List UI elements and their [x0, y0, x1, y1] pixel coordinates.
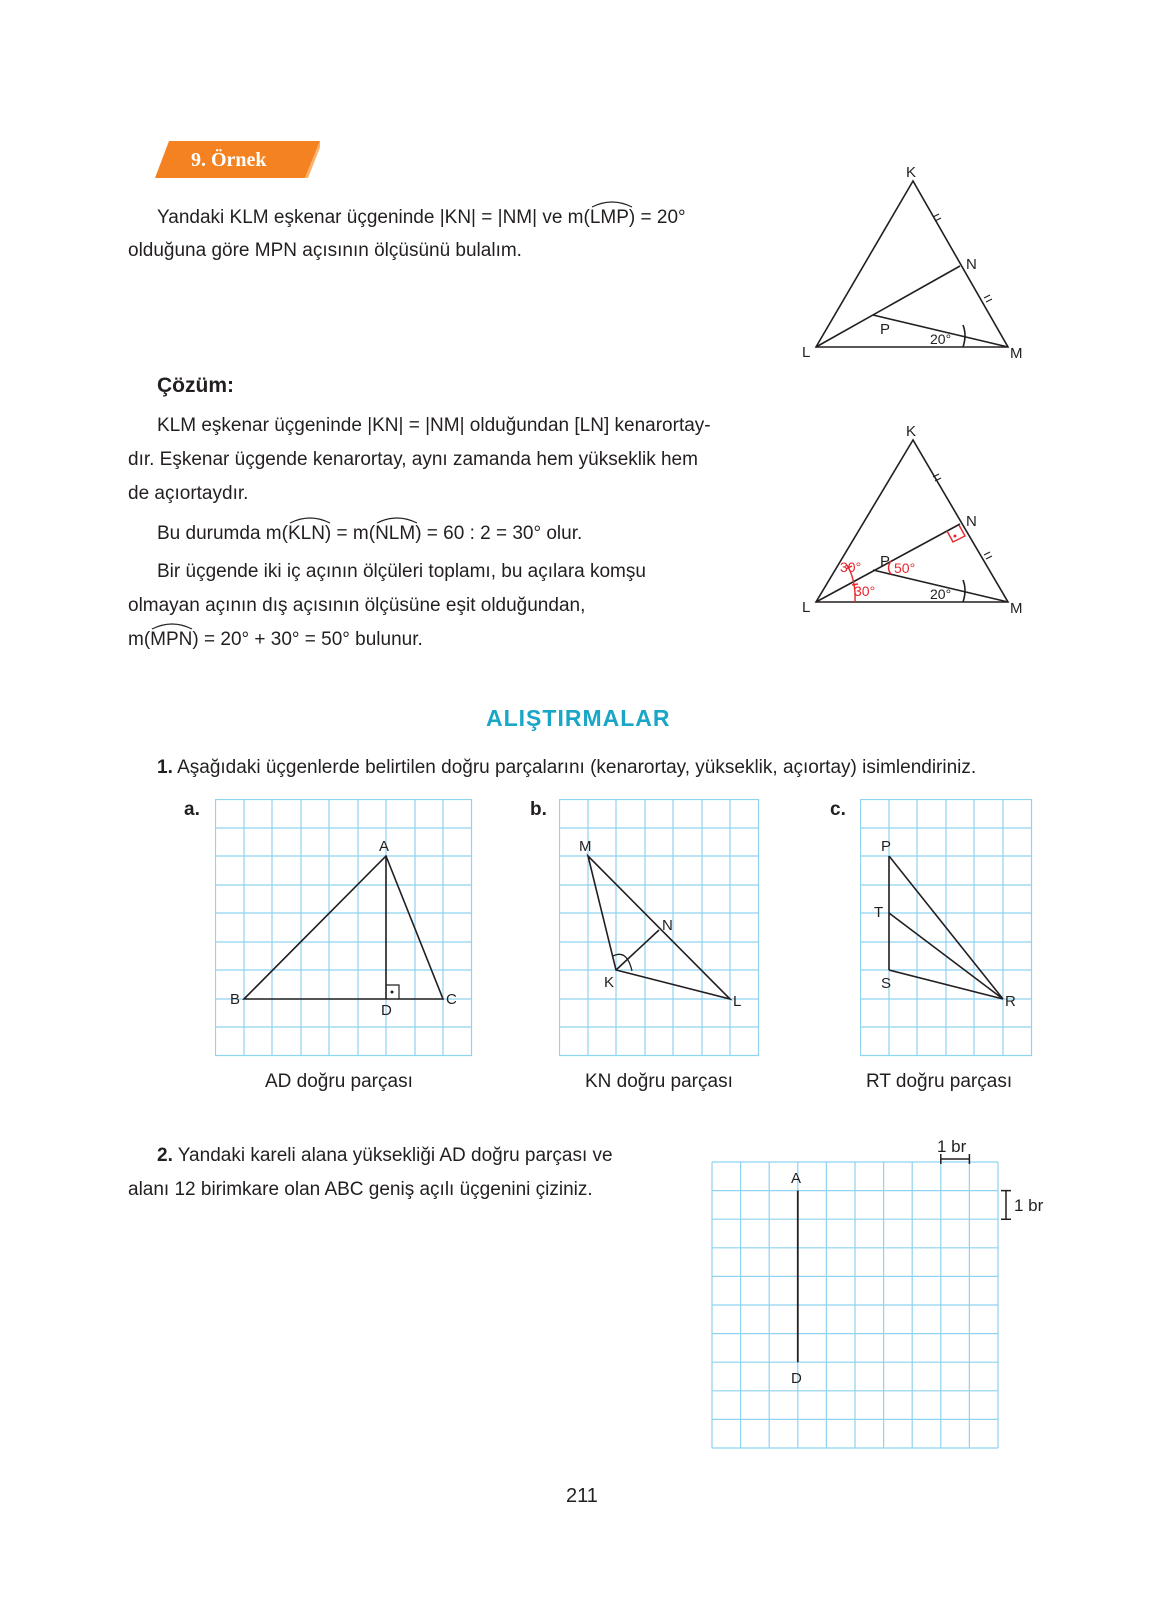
svg-text:1 br: 1 br [1014, 1196, 1044, 1215]
arc-hat-icon [591, 198, 633, 208]
unit-scale-vertical [1001, 1191, 1011, 1220]
exercise-number: 2. [157, 1145, 173, 1166]
arc-hat-icon [289, 514, 331, 524]
svg-text:A: A [791, 1170, 802, 1187]
svg-text:K: K [604, 974, 615, 991]
svg-text:A: A [379, 838, 390, 855]
svg-text:C: C [446, 991, 457, 1008]
svg-text:P: P [880, 321, 891, 338]
grid-a [215, 799, 475, 1059]
svg-text:N: N [966, 256, 977, 273]
exercise-text: Aşağıdaki üçgenlerde belirtilen doğru parçalarını (kenarortay, yükseklik, açıortay) isimlendiriniz. [177, 757, 977, 778]
item-c-caption: RT doğru parçası [866, 1071, 1013, 1092]
svg-text:D: D [381, 1002, 392, 1019]
arc-hat-icon [151, 620, 193, 630]
solution-p3-line2: olmayan açının dış açısının ölçüsüne eşit olduğundan, [128, 595, 586, 616]
solution-heading: Çözüm: [157, 374, 234, 397]
arc-hat-icon [376, 514, 418, 524]
text: ) = 20° [628, 207, 686, 228]
svg-text:L: L [733, 993, 742, 1010]
exercise-2-line1 [157, 1146, 613, 1165]
svg-text:K: K [906, 423, 917, 440]
exercise-2-line2: alanı 12 birimkare olan ABC geniş açılı üçgenini çiziniz. [128, 1179, 593, 1200]
svg-text:K: K [906, 165, 917, 181]
svg-text:D: D [791, 1370, 802, 1387]
solution-p1-line1: KLM eşkenar üçgeninde |KN| = |NM| olduğundan [LN] kenarortay- [157, 415, 711, 436]
svg-text:P: P [880, 553, 891, 570]
solution-p1-line2: dır. Eşkenar üçgende kenarortay, aynı zamanda hem yükseklik hem [128, 449, 698, 470]
badge-label: 9. Örnek [191, 149, 267, 171]
exercise-text: Yandaki kareli alana yüksekliği AD doğru parçası ve [177, 1145, 613, 1166]
solution-p4: m( MPN) = 20° + 30° = 50° bulunur. [128, 630, 423, 649]
svg-text:L: L [802, 344, 811, 361]
exercise-number: 1. [157, 757, 173, 778]
angle-lmp: LMP [590, 208, 629, 227]
item-c-letter: c. [830, 799, 846, 820]
item-a-caption: AD doğru parçası [265, 1071, 413, 1092]
example-line-2: olduğuna göre MPN açısının ölçüsünü bulalım. [128, 240, 522, 261]
svg-text:N: N [662, 917, 673, 934]
svg-text:T: T [874, 904, 884, 921]
angle-nlm: NLM [375, 524, 415, 543]
svg-text:R: R [1005, 993, 1016, 1010]
item-a-letter: a. [184, 799, 200, 820]
svg-text:M: M [1010, 600, 1023, 617]
svg-text:20°: 20° [930, 331, 952, 347]
svg-text:M: M [579, 838, 592, 855]
svg-text:50°: 50° [894, 560, 916, 576]
svg-text:S: S [881, 975, 892, 992]
text: Yandaki KLM eşkenar üçgeninde |KN| = |NM| ve m( [157, 207, 590, 228]
svg-text:30°: 30° [854, 583, 876, 599]
answer-grid[interactable] [710, 1140, 1050, 1460]
item-b-caption: KN doğru parçası [585, 1071, 733, 1092]
triangle-figure-2 [790, 420, 1030, 620]
grid-c [860, 799, 1035, 1059]
angle-mpn: MPN [150, 630, 192, 649]
svg-text:N: N [966, 513, 977, 530]
exercise-1-prompt [157, 758, 976, 777]
solution-p1-line3: de açıortaydır. [128, 483, 249, 504]
solution-p3-line1: Bir üçgende iki iç açının ölçüleri toplamı, bu açılara komşu [157, 561, 646, 582]
svg-text:P: P [881, 838, 892, 855]
triangle-figure-1 [790, 165, 1030, 365]
svg-text:1 br: 1 br [937, 1140, 967, 1156]
page-number: 211 [566, 1485, 598, 1507]
svg-text:30°: 30° [840, 559, 862, 575]
example-line-1 [157, 208, 686, 227]
solution-p2: Bu durumda m( KLN) = m( NLM) = 60 : 2 = 30° olur. [157, 524, 582, 543]
svg-text:B: B [230, 991, 241, 1008]
grid-b [559, 799, 764, 1059]
svg-text:M: M [1010, 345, 1023, 362]
item-b-letter: b. [530, 799, 547, 820]
exercises-title: ALIŞTIRMALAR [486, 705, 671, 731]
angle-kln: KLN [288, 524, 325, 543]
svg-text:L: L [802, 599, 811, 616]
svg-text:20°: 20° [930, 586, 952, 602]
example-badge [155, 141, 315, 178]
